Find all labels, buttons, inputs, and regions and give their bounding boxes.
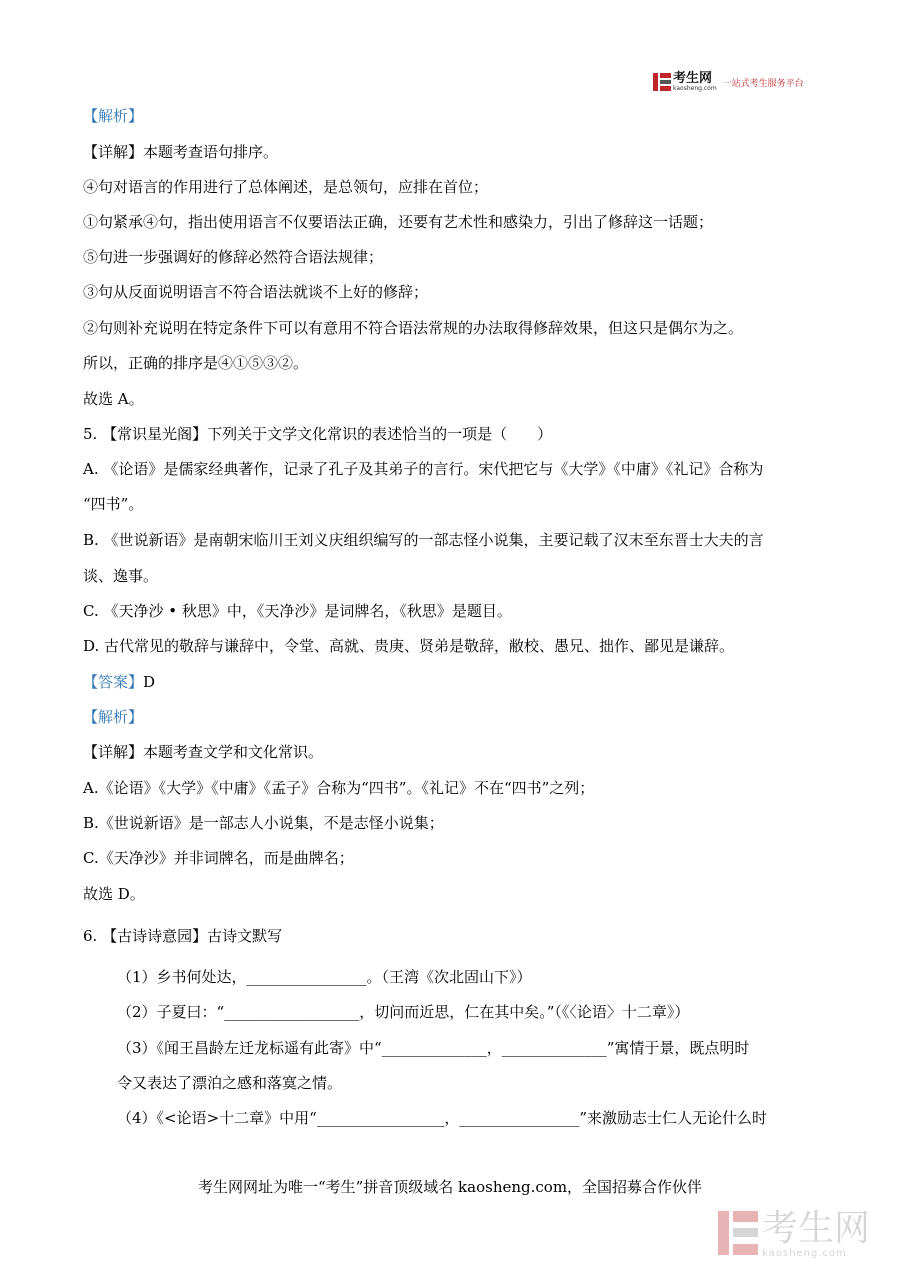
sub-question-4: （4）《<论语>十二章》中用“_________________，________________”来激励志士仁人无论什么时 <box>117 1109 768 1127</box>
question-6-stem: 6. 【古诗诗意园】古诗文默写 <box>83 927 283 945</box>
option-d: D. 古代常见的敬辞与谦辞中，令堂、高就、贵庚、贤弟是敬辞，敝校、愚兄、拙作、鄙见是谦辞。 <box>83 637 735 655</box>
logo-en-text: kaosheng.com <box>673 85 717 92</box>
option-a: A. 《论语》是儒家经典著作，记录了孔子及其弟子的言行。宋代把它与《大学》《中庸》《礼记》合称为 <box>83 460 764 478</box>
analysis-heading: 【解析】 <box>83 708 144 726</box>
detail-text: ③句从反面说明语言不符合语法就谈不上好的修辞； <box>83 283 429 301</box>
detail-text: 【详解】本题考查文学和文化常识。 <box>83 743 324 761</box>
answer-conclusion: 故选 A。 <box>83 390 144 408</box>
analysis-heading: 【解析】 <box>83 107 144 125</box>
option-b: B. 《世说新语》是南朝宋临川王刘义庆组织编写的一部志怪小说集，主要记载了汉末至东晋士大夫的言 <box>83 531 764 549</box>
detail-text: 【详解】本题考查语句排序。 <box>83 143 279 161</box>
logo-cn-text: 考生网 <box>673 71 713 86</box>
detail-text: ①句紧承④句，指出使用语言不仅要语法正确，还要有艺术性和感染力，引出了修辞这一话题； <box>83 213 714 231</box>
option-c: C. 《天净沙 • 秋思》中，《天净沙》是词牌名，《秋思》是题目。 <box>83 602 512 620</box>
detail-text: C.《天净沙》并非词牌名，而是曲牌名； <box>83 849 354 867</box>
watermark-cn: 考生网 <box>762 1208 871 1249</box>
detail-text: A.《论语》《大学》《中庸》《孟子》合称为“四书”。《礼记》不在“四书”之列； <box>83 779 595 797</box>
sub-question-3-cont: 令又表达了漂泊之感和落寞之情。 <box>117 1074 343 1092</box>
answer-label: 【答案】 <box>83 673 144 691</box>
detail-text: B.《世说新语》是一部志人小说集，不是志怪小说集； <box>83 814 444 832</box>
detail-text: ④句对语言的作用进行了总体阐述，是总领句，应排在首位； <box>83 178 489 196</box>
page-footer: 考生网网址为唯一“考生”拼音顶级域名 kaosheng.com，全国招募合作伙伴 <box>197 1178 703 1196</box>
watermark <box>718 1210 870 1259</box>
sub-question-3: （3）《闻王昌龄左迁龙标遥有此寄》中“______________，______________”寓情于景，既点明时 <box>117 1039 750 1057</box>
answer-value: D <box>143 673 156 691</box>
sub-question-2: （2）子夏曰：“__________________，切问而近思，仁在其中矣。”（《〈论语〉十二章》） <box>117 1003 690 1021</box>
option-a-cont: “四书”。 <box>83 495 144 513</box>
detail-text: ②句则补充说明在特定条件下可以有意用不符合语法常规的办法取得修辞效果，但这只是偶尔为之。 <box>83 319 744 337</box>
option-b-cont: 谈、逸事。 <box>83 567 159 585</box>
kaosheng-logo-icon <box>653 73 671 91</box>
watermark-en: kaosheng.com <box>762 1248 847 1259</box>
kaosheng-watermark-icon <box>718 1211 758 1259</box>
brand-logo <box>653 72 804 92</box>
sub-question-1: （1）乡书何处达，________________。（王湾《次北固山下》） <box>117 968 532 986</box>
detail-text: ⑤句进一步强调好的修辞必然符合语法规律； <box>83 248 384 266</box>
answer-line <box>83 672 155 692</box>
question-5-stem: 5. 【常识星光阁】下列关于文学文化常识的表述恰当的一项是（ ） <box>83 425 553 443</box>
detail-text: 所以，正确的排序是④①⑤③②。 <box>83 354 309 372</box>
answer-conclusion: 故选 D。 <box>83 885 145 903</box>
logo-slogan: 一站式考生服务平台 <box>722 78 804 89</box>
